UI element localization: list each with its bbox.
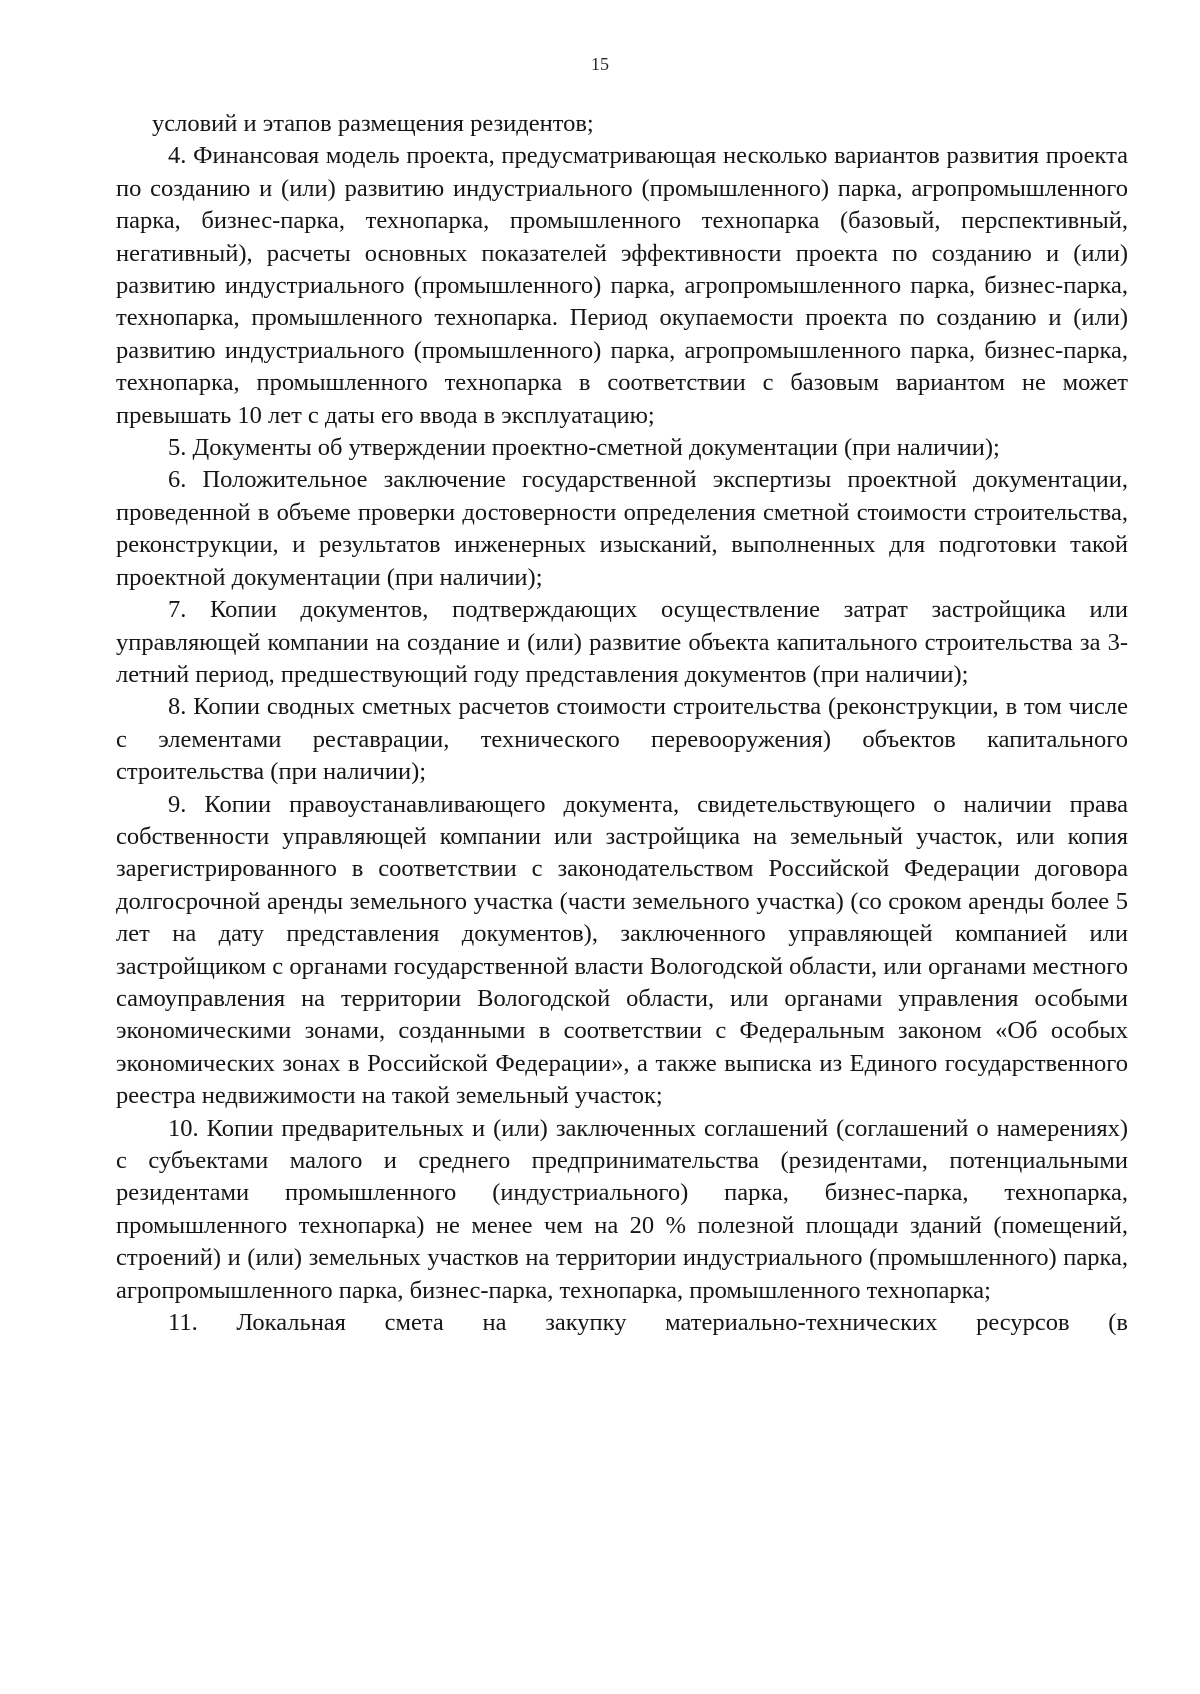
paragraph-item-5: 5. Документы об утверждении проектно-сметной документации (при наличии); [168, 434, 1000, 462]
page-number: 15 [591, 54, 609, 74]
paragraph-item-11: 11. Локальная смета на закупку материально-технических ресурсов (в [168, 1309, 1128, 1337]
paragraph-item-6: 6. Положительное заключение государственной экспертизы проектной документации, проведенной в объеме проверки достоверности определения сметной стоимости строительства, реконструкции, и результатов инженерных изысканий, выполненных для подготовки такой проектной документации (при наличии); [116, 466, 1128, 591]
paragraph-item-9: 9. Копии правоустанавливающего документа, свидетельствующего о наличии права собственности управляющей компании или застройщика на земельный участок, или копия зарегистрированного в соответствии с законодательством Российской Федерации договора долгосрочной аренды земельного участка (части земельного участка) (со сроком аренды более 5 лет на дату представления документов), заключенного управляющей компанией или застройщиком с органами государственной власти Вологодской области, или органами местного самоуправления на территории Вологодской области, или органами управления особыми экономическими зонами, созданными в соответствии с Федеральным законом «Об особых экономических зонах в Российской Федерации», а также выписка из Единого государственного реестра недвижимости на такой земельный участок; [116, 790, 1128, 1110]
document-body [116, 108, 1128, 1339]
paragraph-item-7: 7. Копии документов, подтверждающих осуществление затрат застройщика или управляющей компании на создание и (или) развитие объекта капитального строительства за 3-летний период, предшествующий году представления документов (при наличии); [116, 596, 1128, 688]
paragraph-item-4: 4. Финансовая модель проекта, предусматривающая несколько вариантов развития проекта по созданию и (или) развитию индустриального (промышленного) парка, агропромышленного парка, бизнес-парка, технопарка, промышленного технопарка (базовый, перспективный, негативный), расчеты основных показателей эффективности проекта по созданию и (или) развитию индустриального (промышленного) парка, агропромышленного парка, бизнес-парка, технопарка, промышленного технопарка. Период окупаемости проекта по созданию и (или) развитию индустриального (промышленного) парка, агропромышленного парка, бизнес-парка, технопарка, промышленного технопарка в соответствии с базовым вариантом не может превышать 10 лет с даты его ввода в эксплуатацию; [116, 142, 1128, 429]
paragraph-item-8: 8. Копии сводных сметных расчетов стоимости строительства (реконструкции, в том числе с элементами реставрации, технического перевооружения) объектов капитального строительства (при наличии); [116, 693, 1128, 786]
paragraph-item-10: 10. Копии предварительных и (или) заключенных соглашений (соглашений о намерениях) с субъектами малого и среднего предпринимательства (резидентами, потенциальными резидентами промышленного (индустриального) парка, бизнес-парка, технопарка, промышленного технопарка) не менее чем на 20 % полезной площади зданий (помещений, строений) и (или) земельных участков на территории индустриального (промышленного) парка, агропромышленного парка, бизнес-парка, технопарка, промышленного технопарка; [116, 1114, 1128, 1304]
paragraph-continuation: условий и этапов размещения резидентов; [152, 110, 594, 137]
